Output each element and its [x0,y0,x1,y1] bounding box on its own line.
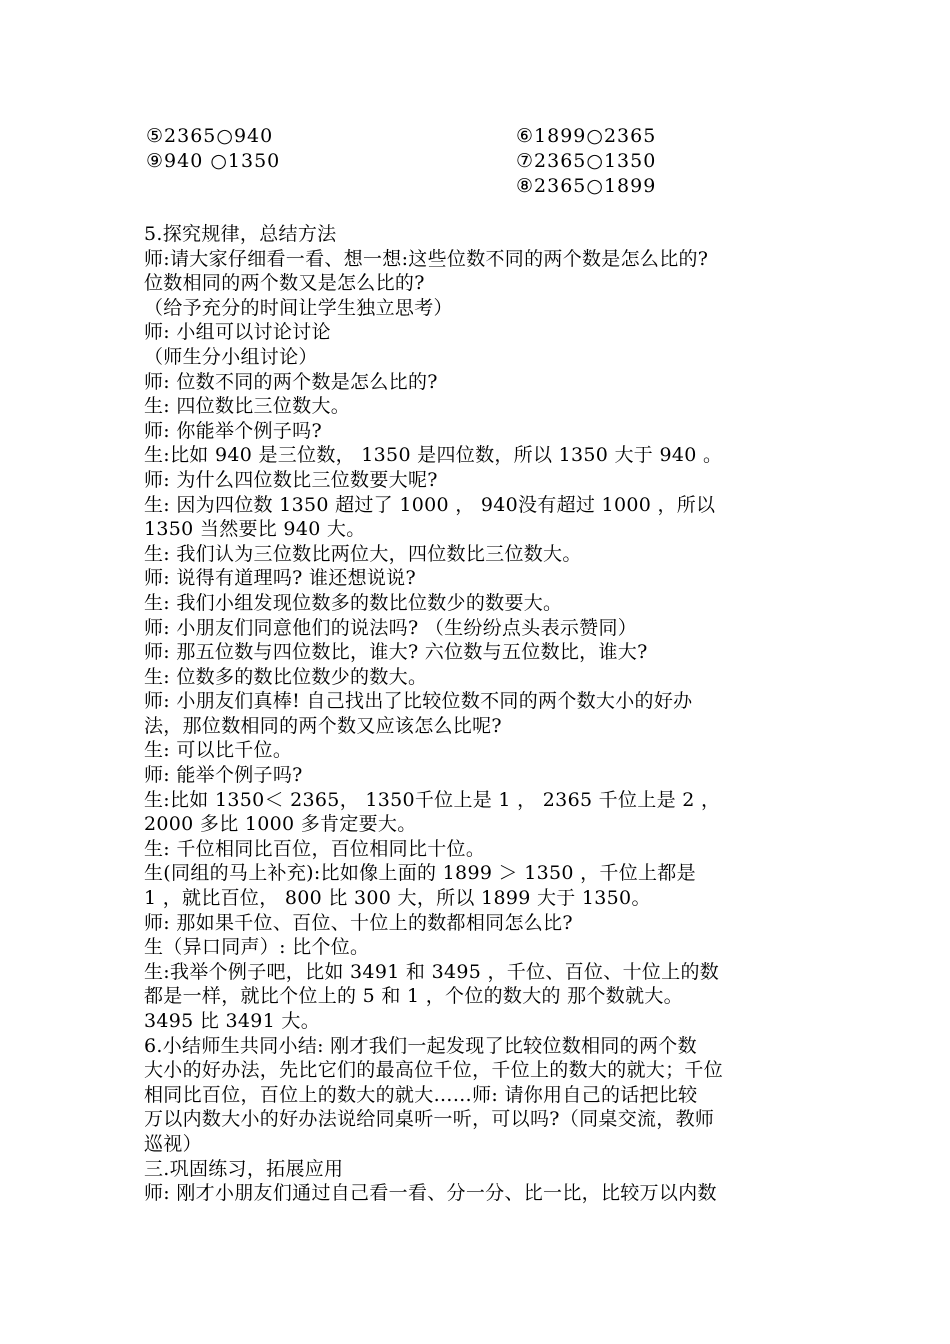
transcript-line: 2000 多比 1000 多肯定要大。 [144,813,417,836]
transcript-line: 生: 位数多的数比位数少的数大。 [144,665,428,688]
exercise-8: ⑧2365○1899 [516,175,657,197]
transcript-line: 相同比百位，百位上的数大的就大……师: 请你用自己的话把比较 [144,1083,698,1106]
transcript-line: 大小的好办法，先比它们的最高位千位，千位上的数大的就大；千位 [144,1059,724,1082]
transcript-line: 1350 当然要比 940 大。 [144,518,366,541]
transcript-line: 位数相同的两个数又是怎么比的? [144,272,425,295]
transcript-line: 5.探究规律，总结方法 [144,223,337,245]
transcript-line: 师: 小朋友们真棒! 自己找出了比较位数不同的两个数大小的好办 [144,690,693,713]
transcript-line: 生:我举个例子吧，比如 3491 和 3495 ，千位、百位、十位上的数 [144,960,720,983]
transcript-line: 师:请大家仔细看一看、想一想:这些位数不同的两个数是怎么比的? [144,247,709,270]
transcript-line: 师: 那如果千位、百位、十位上的数都相同怎么比? [144,911,573,934]
transcript-line: 生: 可以比千位。 [144,739,293,762]
transcript-line: （给予充分的时间让学生独立思考） [144,296,453,319]
transcript-line: 生: 四位数比三位数大。 [144,395,351,418]
transcript-line: 师: 为什么四位数比三位数要大呢? [144,468,438,491]
exercise-6: ⑥1899○2365 [516,125,657,147]
transcript-line: 三.巩固练习，拓展应用 [144,1157,344,1180]
transcript-line: 生:比如 940 是三位数， 1350 是四位数，所以 1350 大于 940 。 [144,444,723,467]
transcript-line: 3495 比 3491 大。 [144,1010,321,1032]
transcript-line: 都是一样，就比个位上的 5 和 1 ，个位的数大的 那个数就大。 [144,985,683,1008]
transcript-line: 师: 小朋友们同意他们的说法吗? （生纷纷点头表示赞同） [144,616,638,639]
transcript-line: 师: 刚才小朋友们通过自己看一看、分一分、比一比，比较万以内数 [144,1182,717,1205]
transcript-line: 生:比如 1350＜ 2365， 1350千位上是 1 ， 2365 千位上是 2 ， [144,788,721,811]
transcript-line: 师: 小组可以讨论讨论 [144,321,331,344]
transcript-line: 生(同组的马上补充):比如像上面的 1899 ＞ 1350 ，千位上都是 [144,862,696,885]
transcript-line: 师: 说得有道理吗? 谁还想说说? [144,567,416,590]
transcript-line: （师生分小组讨论） [144,345,318,368]
exercise-5: ⑤2365○940 [146,125,274,147]
transcript-line: 生: 我们小组发现位数多的数比位数少的数要大。 [144,591,563,614]
transcript-line: 6.小结师生共同小结: 刚才我们一起发现了比较位数相同的两个数 [144,1034,697,1057]
transcript-line: 师: 那五位数与四位数比，谁大? 六位数与五位数比，谁大? [144,641,648,664]
lesson-transcript [144,222,816,1206]
transcript-line: 1 ，就比百位， 800 比 300 大，所以 1899 大于 1350。 [144,887,651,910]
transcript-line: 师: 能举个例子吗? [144,764,303,787]
transcript-line: 万以内数大小的好办法说给同桌听一听，可以吗?（同桌交流，教师 [144,1108,715,1131]
transcript-line: 生: 因为四位数 1350 超过了 1000 ， 940没有超过 1000 ，所以 [144,493,716,516]
transcript-line: 生（异口同声）: 比个位。 [144,936,370,959]
transcript-line: 师: 位数不同的两个数是怎么比的? [144,370,438,393]
exercise-9: ⑨940 ○1350 [146,150,281,172]
transcript-line: 师: 你能举个例子吗? [144,419,322,442]
transcript-line: 巡视） [144,1132,202,1155]
transcript-line: 生: 千位相同比百位，百位相同比十位。 [144,837,486,860]
exercise-7: ⑦2365○1350 [516,150,657,172]
transcript-line: 法，那位数相同的两个数又应该怎么比呢? [144,714,502,737]
transcript-line: 生: 我们认为三位数比两位大，四位数比三位数大。 [144,542,582,565]
